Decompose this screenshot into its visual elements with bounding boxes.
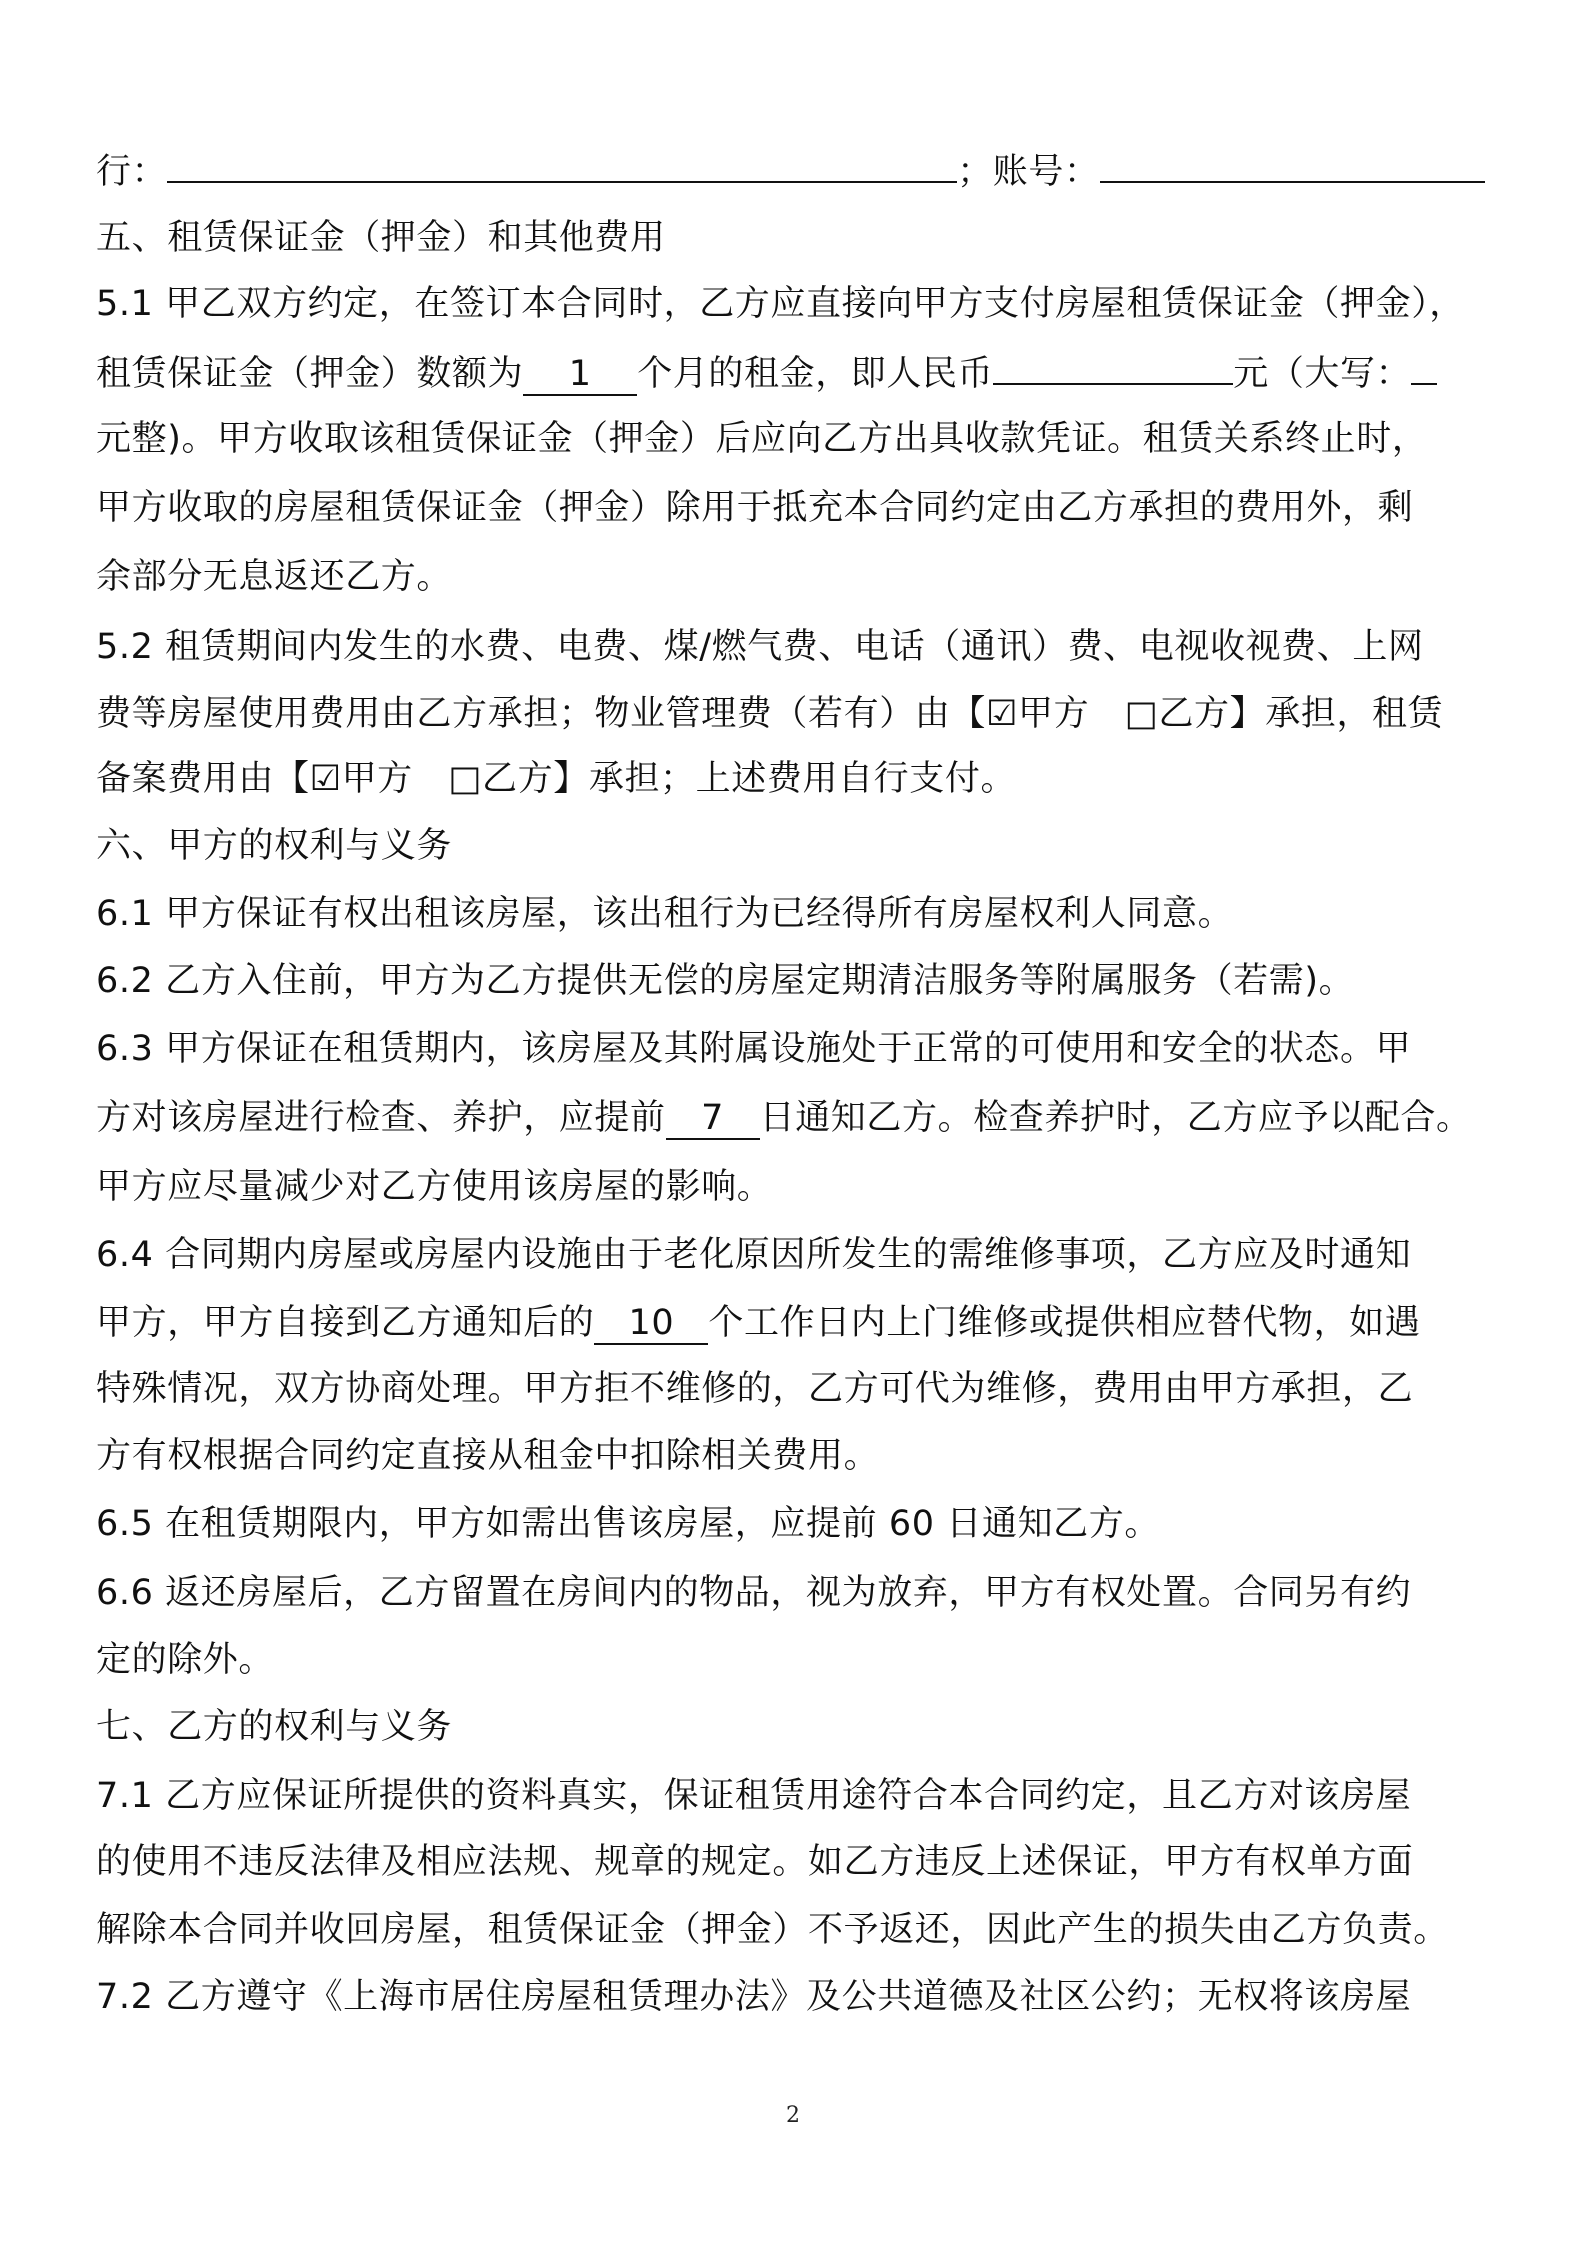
account-number-blank	[1100, 181, 1485, 183]
bank-label: 行：	[96, 152, 168, 192]
clause-5-1-line-1: 5.1 甲乙双方约定，在签订本合同时，乙方应直接向甲方支付房屋租赁保证金（押金），	[96, 284, 1465, 324]
notice-days-blank: 7	[666, 1098, 760, 1140]
clause-7-2-line-1: 7.2 乙方遵守《上海市居住房屋租赁理办法》及公共道德及社区公约；无权将该房屋	[96, 1977, 1412, 2017]
clause-6-4-line-4: 方有权根据合同约定直接从租金中扣除相关费用。	[96, 1436, 880, 1476]
clause-6-1: 6.1 甲方保证有权出租该房屋，该出租行为已经得所有房屋权利人同意。	[96, 894, 1234, 934]
clause-6-4-line-3: 特殊情况，双方协商处理。甲方拒不维修的，乙方可代为维修，费用由甲方承担，乙	[96, 1369, 1414, 1409]
deposit-text-a: 租赁保证金（押金）数额为	[96, 354, 524, 394]
clause-6-4-line-2	[96, 1299, 1420, 1347]
inspection-text-a: 方对该房屋进行检查、养护，应提前	[96, 1098, 666, 1138]
account-label: ；账号：	[957, 152, 1100, 192]
bank-account-line	[96, 148, 1485, 196]
repair-text-a: 甲方，甲方自接到乙方通知后的	[96, 1303, 595, 1343]
deposit-amount-blank	[993, 383, 1233, 385]
deposit-text-c: 元（大写：	[1233, 354, 1412, 394]
bank-name-blank	[167, 181, 957, 183]
clause-5-2-line-3: 备案费用由【☑甲方 □乙方】承担；上述费用自行支付。	[96, 759, 1017, 799]
deposit-text-b: 个月的租金，即人民币	[637, 354, 994, 394]
clause-5-1-line-3: 元整)。甲方收取该租赁保证金（押金）后应向乙方出具收款凭证。租赁关系终止时，	[96, 419, 1428, 459]
clause-6-5: 6.5 在租赁期限内，甲方如需出售该房屋，应提前 60 日通知乙方。	[96, 1504, 1160, 1544]
clause-6-4-line-1: 6.4 合同期内房屋或房屋内设施由于老化原因所发生的需维修事项，乙方应及时通知	[96, 1235, 1412, 1275]
clause-5-1-line-5: 余部分无息返还乙方。	[96, 557, 453, 597]
clause-5-1-line-4: 甲方收取的房屋租赁保证金（押金）除用于抵充本合同约定由乙方承担的费用外，剩	[96, 488, 1414, 528]
section-7-heading: 七、乙方的权利与义务	[96, 1707, 453, 1747]
clause-5-2-line-1: 5.2 租赁期间内发生的水费、电费、煤/燃气费、电话（通讯）费、电视收视费、上网	[96, 627, 1424, 667]
inspection-text-b: 日通知乙方。检查养护时，乙方应予以配合。	[759, 1098, 1472, 1138]
repair-days-blank: 10	[594, 1303, 708, 1345]
clause-5-1-line-2	[96, 350, 1437, 398]
section-5-heading: 五、租赁保证金（押金）和其他费用	[96, 218, 666, 258]
clause-6-3-line-1: 6.3 甲方保证在租赁期内，该房屋及其附属设施处于正常的可使用和安全的状态。甲	[96, 1029, 1412, 1069]
clause-6-3-line-3: 甲方应尽量减少对乙方使用该房屋的影响。	[96, 1167, 773, 1207]
deposit-months-blank: 1	[523, 354, 637, 396]
clause-5-2-line-2: 费等房屋使用费用由乙方承担；物业管理费（若有）由【☑甲方 □乙方】承担，租赁	[96, 694, 1444, 734]
clause-6-6-line-1: 6.6 返还房屋后，乙方留置在房间内的物品，视为放弃，甲方有权处置。合同另有约	[96, 1573, 1412, 1613]
amount-in-words-blank	[1411, 383, 1437, 385]
clause-7-1-line-3: 解除本合同并收回房屋，租赁保证金（押金）不予返还，因此产生的损失由乙方负责。	[96, 1910, 1449, 1950]
clause-7-1-line-1: 7.1 乙方应保证所提供的资料真实，保证租赁用途符合本合同约定，且乙方对该房屋	[96, 1776, 1412, 1816]
page-number: 2	[786, 2103, 800, 2128]
clause-6-2: 6.2 乙方入住前，甲方为乙方提供无偿的房屋定期清洁服务等附属服务（若需)。	[96, 961, 1355, 1001]
repair-text-b: 个工作日内上门维修或提供相应替代物，如遇	[708, 1303, 1421, 1343]
clause-6-6-line-2: 定的除外。	[96, 1640, 275, 1680]
clause-6-3-line-2	[96, 1094, 1472, 1142]
clause-7-1-line-2: 的使用不违反法律及相应法规、规章的规定。如乙方违反上述保证，甲方有权单方面	[96, 1842, 1414, 1882]
section-6-heading: 六、甲方的权利与义务	[96, 826, 453, 866]
